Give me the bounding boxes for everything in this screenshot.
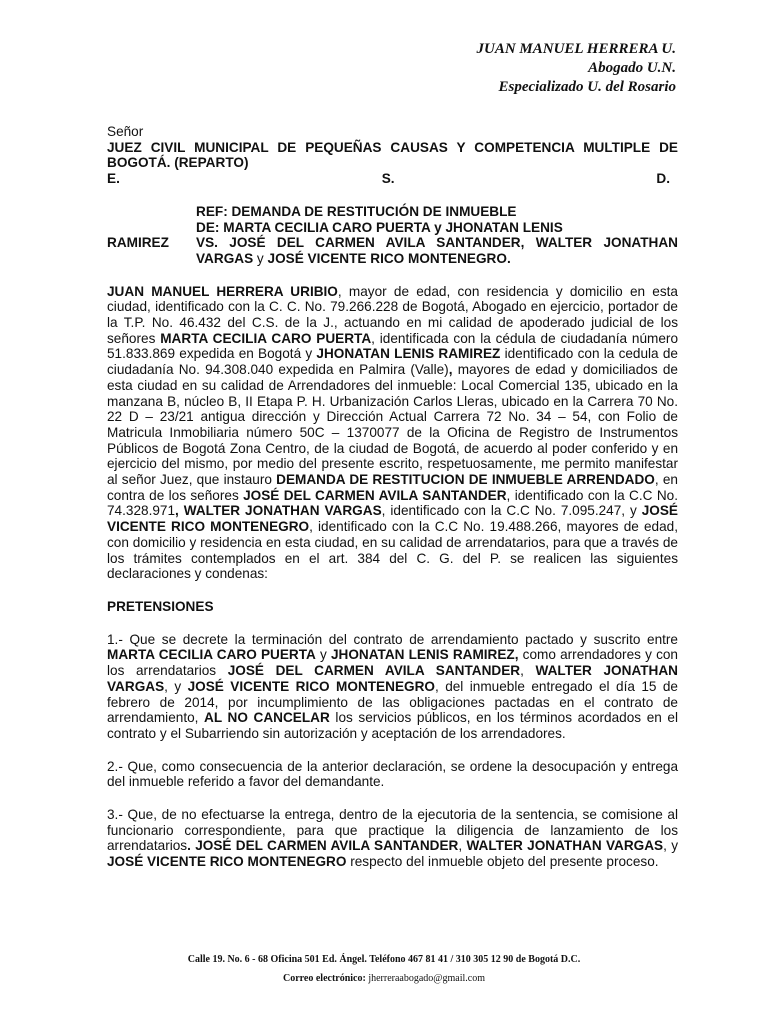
reference-de-continuation: RAMIREZ <box>107 235 169 251</box>
claim-run: como arrendadores y con los arrendatarios <box>107 647 678 679</box>
claim-run: MARTA CECILIA CARO PUERTA <box>107 647 316 663</box>
claim-3 <box>107 807 678 870</box>
claim-run: y <box>315 647 331 663</box>
claim-run: JOSÉ DEL CARMEN AVILA SANTANDER <box>227 663 521 679</box>
claim-run: AL NO CANCELAR <box>204 710 330 726</box>
reference-ref: REF: DEMANDA DE RESTITUCIÓN DE INMUEBLE <box>196 203 517 219</box>
intro-run: , en contra de los señores <box>107 472 678 503</box>
intro-run: JOSÉ VICENTE RICO MONTENEGRO <box>107 503 679 535</box>
intro-paragraph <box>107 284 678 582</box>
claim-run: , <box>458 838 467 854</box>
intro-run: JHONATAN LENIS RAMIREZ <box>316 346 501 362</box>
intro-run: , mayor de edad, con residencia y domicilio en esta ciudad, identificado con la C. C. No. 79.266.228 de Bogotá, Abogado en ejercicio, portador de la T.P. No. 46.432 del C.S. de la J., actuando en mi calidad de apoderado judicial de los señores <box>107 283 678 346</box>
salutation: Señor <box>107 124 144 139</box>
letterhead-name: JUAN MANUEL HERRERA U. <box>476 41 676 57</box>
intro-run: MARTA CECILIA CARO PUERTA <box>160 330 372 346</box>
reference-vs-part1: VS. JOSÉ DEL CARMEN AVILA SANTANDER, WALTER JONATHAN VARGAS <box>196 235 678 266</box>
claim-run: WALTER JONATHAN VARGAS <box>466 838 664 854</box>
intro-run: identificado con la cedula de ciudadanía No. 94.308.040 expedida en Palmira (Valle) <box>107 346 678 378</box>
footer-email: jherreraabogado@gmail.com <box>368 973 485 984</box>
intro-run: , identificado con la C.C No. 7.095.247, y <box>381 503 642 519</box>
esd-d: D. <box>656 171 670 187</box>
claim-2 <box>107 759 678 790</box>
claim-run: , <box>520 663 536 679</box>
intro-run: , WALTER JONATHAN VARGAS <box>175 503 382 519</box>
claim-run: los servicios públicos, en los términos acordados en el contrato y el Subarriendo sin autorización y aceptación de los arrendadores. <box>107 710 679 741</box>
reference-de: DE: MARTA CECILIA CARO PUERTA y JHONATAN LENIS <box>196 219 563 235</box>
letterhead-title: Abogado U.N. <box>588 60 676 76</box>
footer-email-label: Correo electrónico: <box>283 973 366 984</box>
letterhead-specialty: Especializado U. del Rosario <box>498 79 676 95</box>
claim-run: JOSÉ VICENTE RICO MONTENEGRO <box>187 678 435 694</box>
intro-run: , identificada con la cédula de ciudadanía número 51.833.869 expedida en Bogotá y <box>107 330 679 362</box>
reference-vs-y: y <box>253 250 268 266</box>
reference-vs <box>196 235 678 266</box>
claim-1 <box>107 632 678 742</box>
intro-run: mayores de edad y domiciliados de esta ciudad en su calidad de Arrendadores del inmueble: Local Comercial 135, ubicado en la manzana B, núcleo B, II Etapa P. H. Urbanización Carlos Lleras, ubicado en la Carrera 70 No. 22 D – 23/21 antigua dirección y Dirección Actual Carrera 72 No. 34 – 54, con Folio de Matricula Inmobiliaria número 50C – 1370077 de la Oficina de Registro de Instrumentos Públicos de Bogotá Zona Centro, de la ciudad de Bogotá, de acuerdo al poder conferido y en ejercicio del mismo, por medio del presente escrito, respetuosamente, me permito manifestar al señor Juez, que instauro <box>107 362 678 488</box>
claim-run: . JOSÉ DEL CARMEN AVILA SANTANDER <box>187 838 459 854</box>
intro-run: JOSÉ DEL CARMEN AVILA SANTANDER <box>243 487 507 503</box>
court-name: JUEZ CIVIL MUNICIPAL DE PEQUEÑAS CAUSAS Y COMPETENCIA MULTIPLE DE BOGOTÁ. (REPARTO) <box>107 139 678 171</box>
claim-run: 2.- Que, como consecuencia de la anterior declaración, se ordene la desocupación y entrega del inmueble referido a favor del demandante. <box>107 758 678 790</box>
claim-run: , y <box>663 838 679 854</box>
claim-run: JHONATAN LENIS RAMIREZ, <box>330 647 519 663</box>
claim-run: respecto del inmueble objeto del presente proceso. <box>346 854 659 870</box>
claim-run: JOSÉ VICENTE RICO MONTENEGRO <box>107 854 347 870</box>
document-body <box>107 124 678 870</box>
claim-run: , y <box>164 678 188 694</box>
esd-e: E. <box>107 171 120 187</box>
letterhead <box>477 40 677 97</box>
intro-run: , <box>448 362 453 378</box>
footer-address: Calle 19. No. 6 - 68 Oficina 501 Ed. Ángel. Teléfono 467 81 41 / 310 305 12 90 de Bogotá D.C. <box>187 954 581 965</box>
esd-s: S. <box>381 171 395 187</box>
claim-run: , del inmueble entregado el día 15 de febrero de 2014, por incumplimiento de las obligaciones pactadas en el contrato de arrendamiento, <box>107 678 678 726</box>
reference-vs-part2: JOSÉ VICENTE RICO MONTENEGRO. <box>267 250 511 266</box>
reference-block <box>107 204 678 267</box>
footer-email-line <box>0 973 768 984</box>
intro-run: JUAN MANUEL HERRERA URIBIO <box>107 283 338 299</box>
intro-run: , identificado con la C.C No. 19.488.266, mayores de edad, con domicilio y residencia en esta ciudad, en su calidad de arrendatarios, para que a través de los trámites contemplados en el art. 384 del C. G. del P. se realicen las siguientes declaraciones y condenas: <box>107 519 678 582</box>
intro-run: DEMANDA DE RESTITUCION DE INMUEBLE ARRENDADO <box>276 472 655 488</box>
claim-run: WALTER JONATHAN VARGAS <box>107 663 679 694</box>
intro-run: , identificado con la C.C No. 74.328.971 <box>107 487 678 519</box>
claim-run: 3.- Que, de no efectuarse la entrega, dentro de la ejecutoria de la sentencia, se comisione al funcionario correspondiente, para que practique la diligencia de lanzamiento de los arrendatarios <box>107 807 678 854</box>
esd-line <box>107 171 678 187</box>
section-title: PRETENSIONES <box>107 599 214 614</box>
claim-run: 1.- Que se decrete la terminación del contrato de arrendamiento pactado y suscrito entre <box>107 631 678 647</box>
